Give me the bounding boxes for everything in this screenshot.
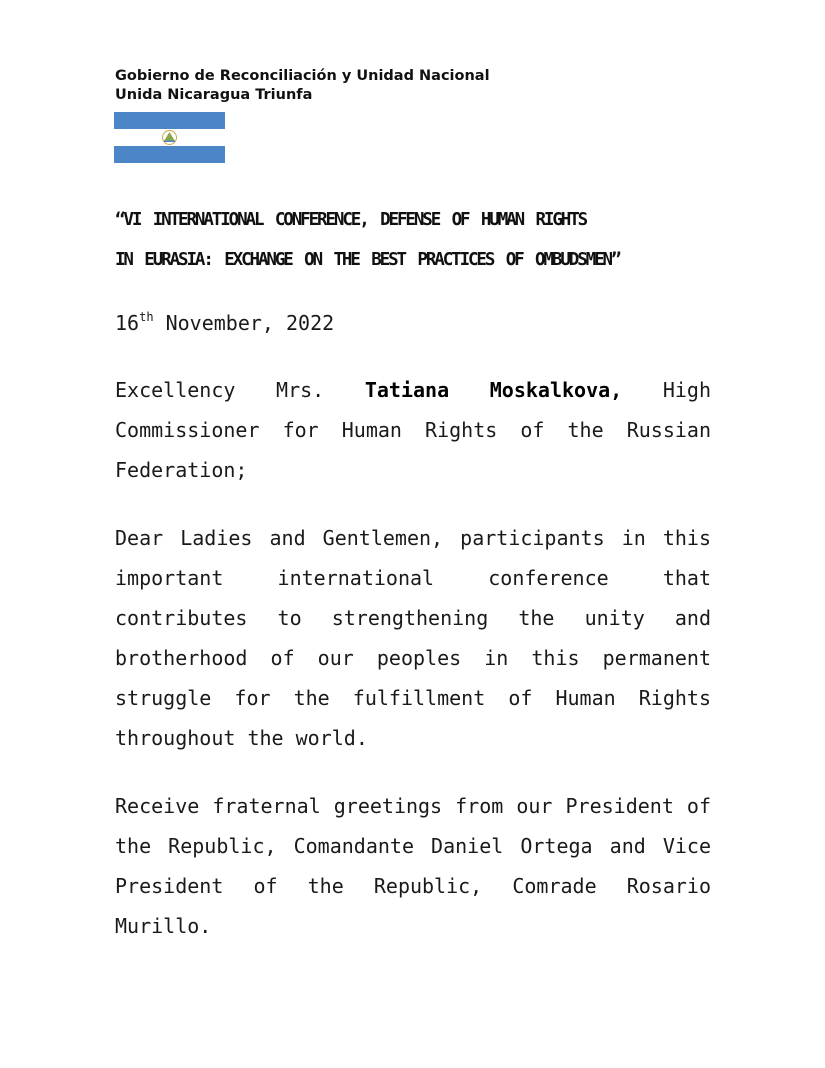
date-day: 16 [115,311,140,335]
government-slogan: Unida Nicaragua Triunfa [115,87,313,103]
salutation-paragraph [115,370,711,490]
salutation-prefix: Excellency Mrs. [115,378,365,402]
letterhead [115,67,490,105]
conference-title [115,200,815,280]
nicaragua-flag-icon [114,112,225,163]
greetings-from-president-paragraph: Receive fraternal greetings from our President of the Republic, Comandante Daniel Ortega and Vice President of the Republic, Comrade Rosario Murillo. [115,794,711,938]
salutation-suffix: High Commissioner for Human Rights of the Russian Federation; [115,378,711,482]
date-ordinal-suffix: th [139,310,154,324]
addressee-name: Tatiana Moskalkova, [364,378,623,402]
title-line-1: “VI INTERNATIONAL CONFERENCE, DEFENSE OF HUMAN RIGHTS [115,210,587,230]
letter-date [115,309,334,340]
greeting-paragraph: Dear Ladies and Gentlemen, participants in this important international conference that contributes to strengthening the unity and brotherhood of our peoples in this permanent struggle for the fulfillment of Human Rights throughout the world. [115,526,711,750]
title-line-2: IN EURASIA: EXCHANGE ON THE BEST PRACTICES OF OMBUDSMEN” [115,250,620,270]
government-name: Gobierno de Reconciliación y Unidad Nacional [115,68,490,84]
date-month-year: November, 2022 [153,311,335,335]
